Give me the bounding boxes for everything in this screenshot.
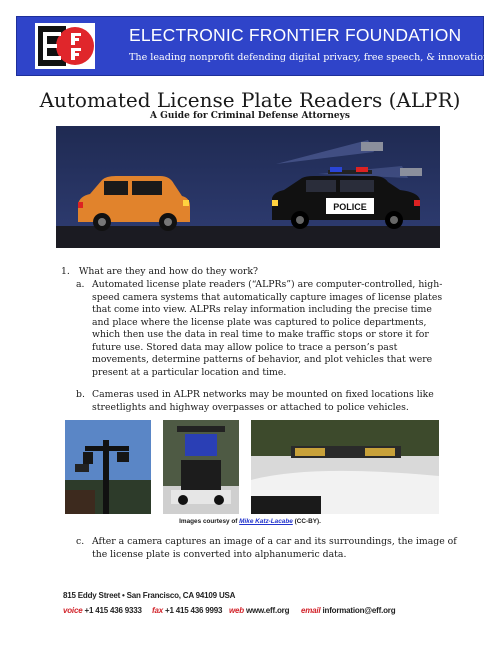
item-a-line: which then use the data in real time to make traffic stops or store it for	[92, 329, 429, 340]
item-b-text	[92, 389, 434, 414]
photo-lightbar-camera	[251, 420, 439, 514]
item-b-line: streetlights and highway overpasses or attached to police vehicles.	[92, 401, 409, 413]
item-a-text	[92, 279, 442, 379]
eff-header-banner	[16, 16, 493, 76]
item-a-line: that come into view. ALPRs relay information including the precise time	[92, 304, 432, 315]
item-a-line: speed camera systems that automatically capture images of license plates	[92, 291, 443, 303]
caption-prefix: Images courtesy of	[179, 518, 240, 525]
fax-number: +1 415 436 9993	[165, 606, 223, 615]
footer-email	[301, 606, 395, 615]
footer-voice	[63, 606, 142, 615]
photo-caption	[0, 518, 500, 525]
question-text: What are they and how do they work?	[78, 266, 258, 277]
photo-streetlight-cameras	[65, 420, 151, 514]
item-c-line: the license plate is converted into alphanumeric data.	[92, 548, 347, 560]
footer-fax	[152, 606, 222, 615]
item-a-line: movements, determine patterns of behavior, and plot vehicles that were	[92, 354, 433, 365]
item-a-line: future use. Stored data may allow police to trace a person’s past	[92, 341, 398, 353]
item-b-line: Cameras used in ALPR networks may be mounted on fixed locations like	[92, 389, 434, 400]
item-c-line: After a camera captures an image of a car and its surroundings, the image of	[92, 536, 457, 547]
photo-police-vehicle-camera	[163, 420, 239, 514]
footer-web	[229, 606, 289, 615]
item-a-line: and place where the license plate was captured to police departments,	[92, 316, 427, 328]
document-subtitle: A Guide for Criminal Defense Attorneys	[150, 111, 350, 121]
police-label: POLICE	[333, 202, 367, 212]
web-label: web	[229, 606, 244, 615]
web-link[interactable]: www.eff.org	[246, 606, 290, 615]
hero-illustration	[56, 126, 440, 248]
email-label: email	[301, 606, 321, 615]
voice-label: voice	[63, 606, 83, 615]
org-name: ELECTRONIC FRONTIER FOUNDATION	[129, 25, 462, 45]
item-c-letter: c.	[76, 536, 85, 547]
caption-suffix: (CC-BY).	[292, 518, 321, 525]
org-tagline: The leading nonprofit defending digital privacy, free speech, & innovation.	[129, 52, 493, 63]
item-c-text	[92, 536, 457, 561]
footer-address: 815 Eddy Street • San Francisco, CA 94109 USA	[63, 591, 236, 600]
question-number: 1.	[61, 266, 70, 277]
eff-logo	[35, 23, 95, 69]
item-a-line: Automated license plate readers (“ALPRs”) are computer-controlled, high-	[92, 279, 443, 290]
email-link[interactable]: information@eff.org	[322, 606, 396, 615]
question-heading	[61, 266, 258, 277]
voice-number: +1 415 436 9333	[84, 606, 142, 615]
item-a-letter: a.	[76, 279, 85, 290]
item-a-line: present at a particular location and time.	[92, 366, 287, 378]
document-title: Automated License Plate Readers (ALPR)	[39, 88, 461, 112]
item-b-letter: b.	[76, 389, 85, 400]
photographer-link[interactable]: Mike Katz-Lacabe	[239, 518, 293, 525]
plate-reader-camera	[361, 142, 383, 151]
fax-label: fax	[152, 606, 163, 615]
